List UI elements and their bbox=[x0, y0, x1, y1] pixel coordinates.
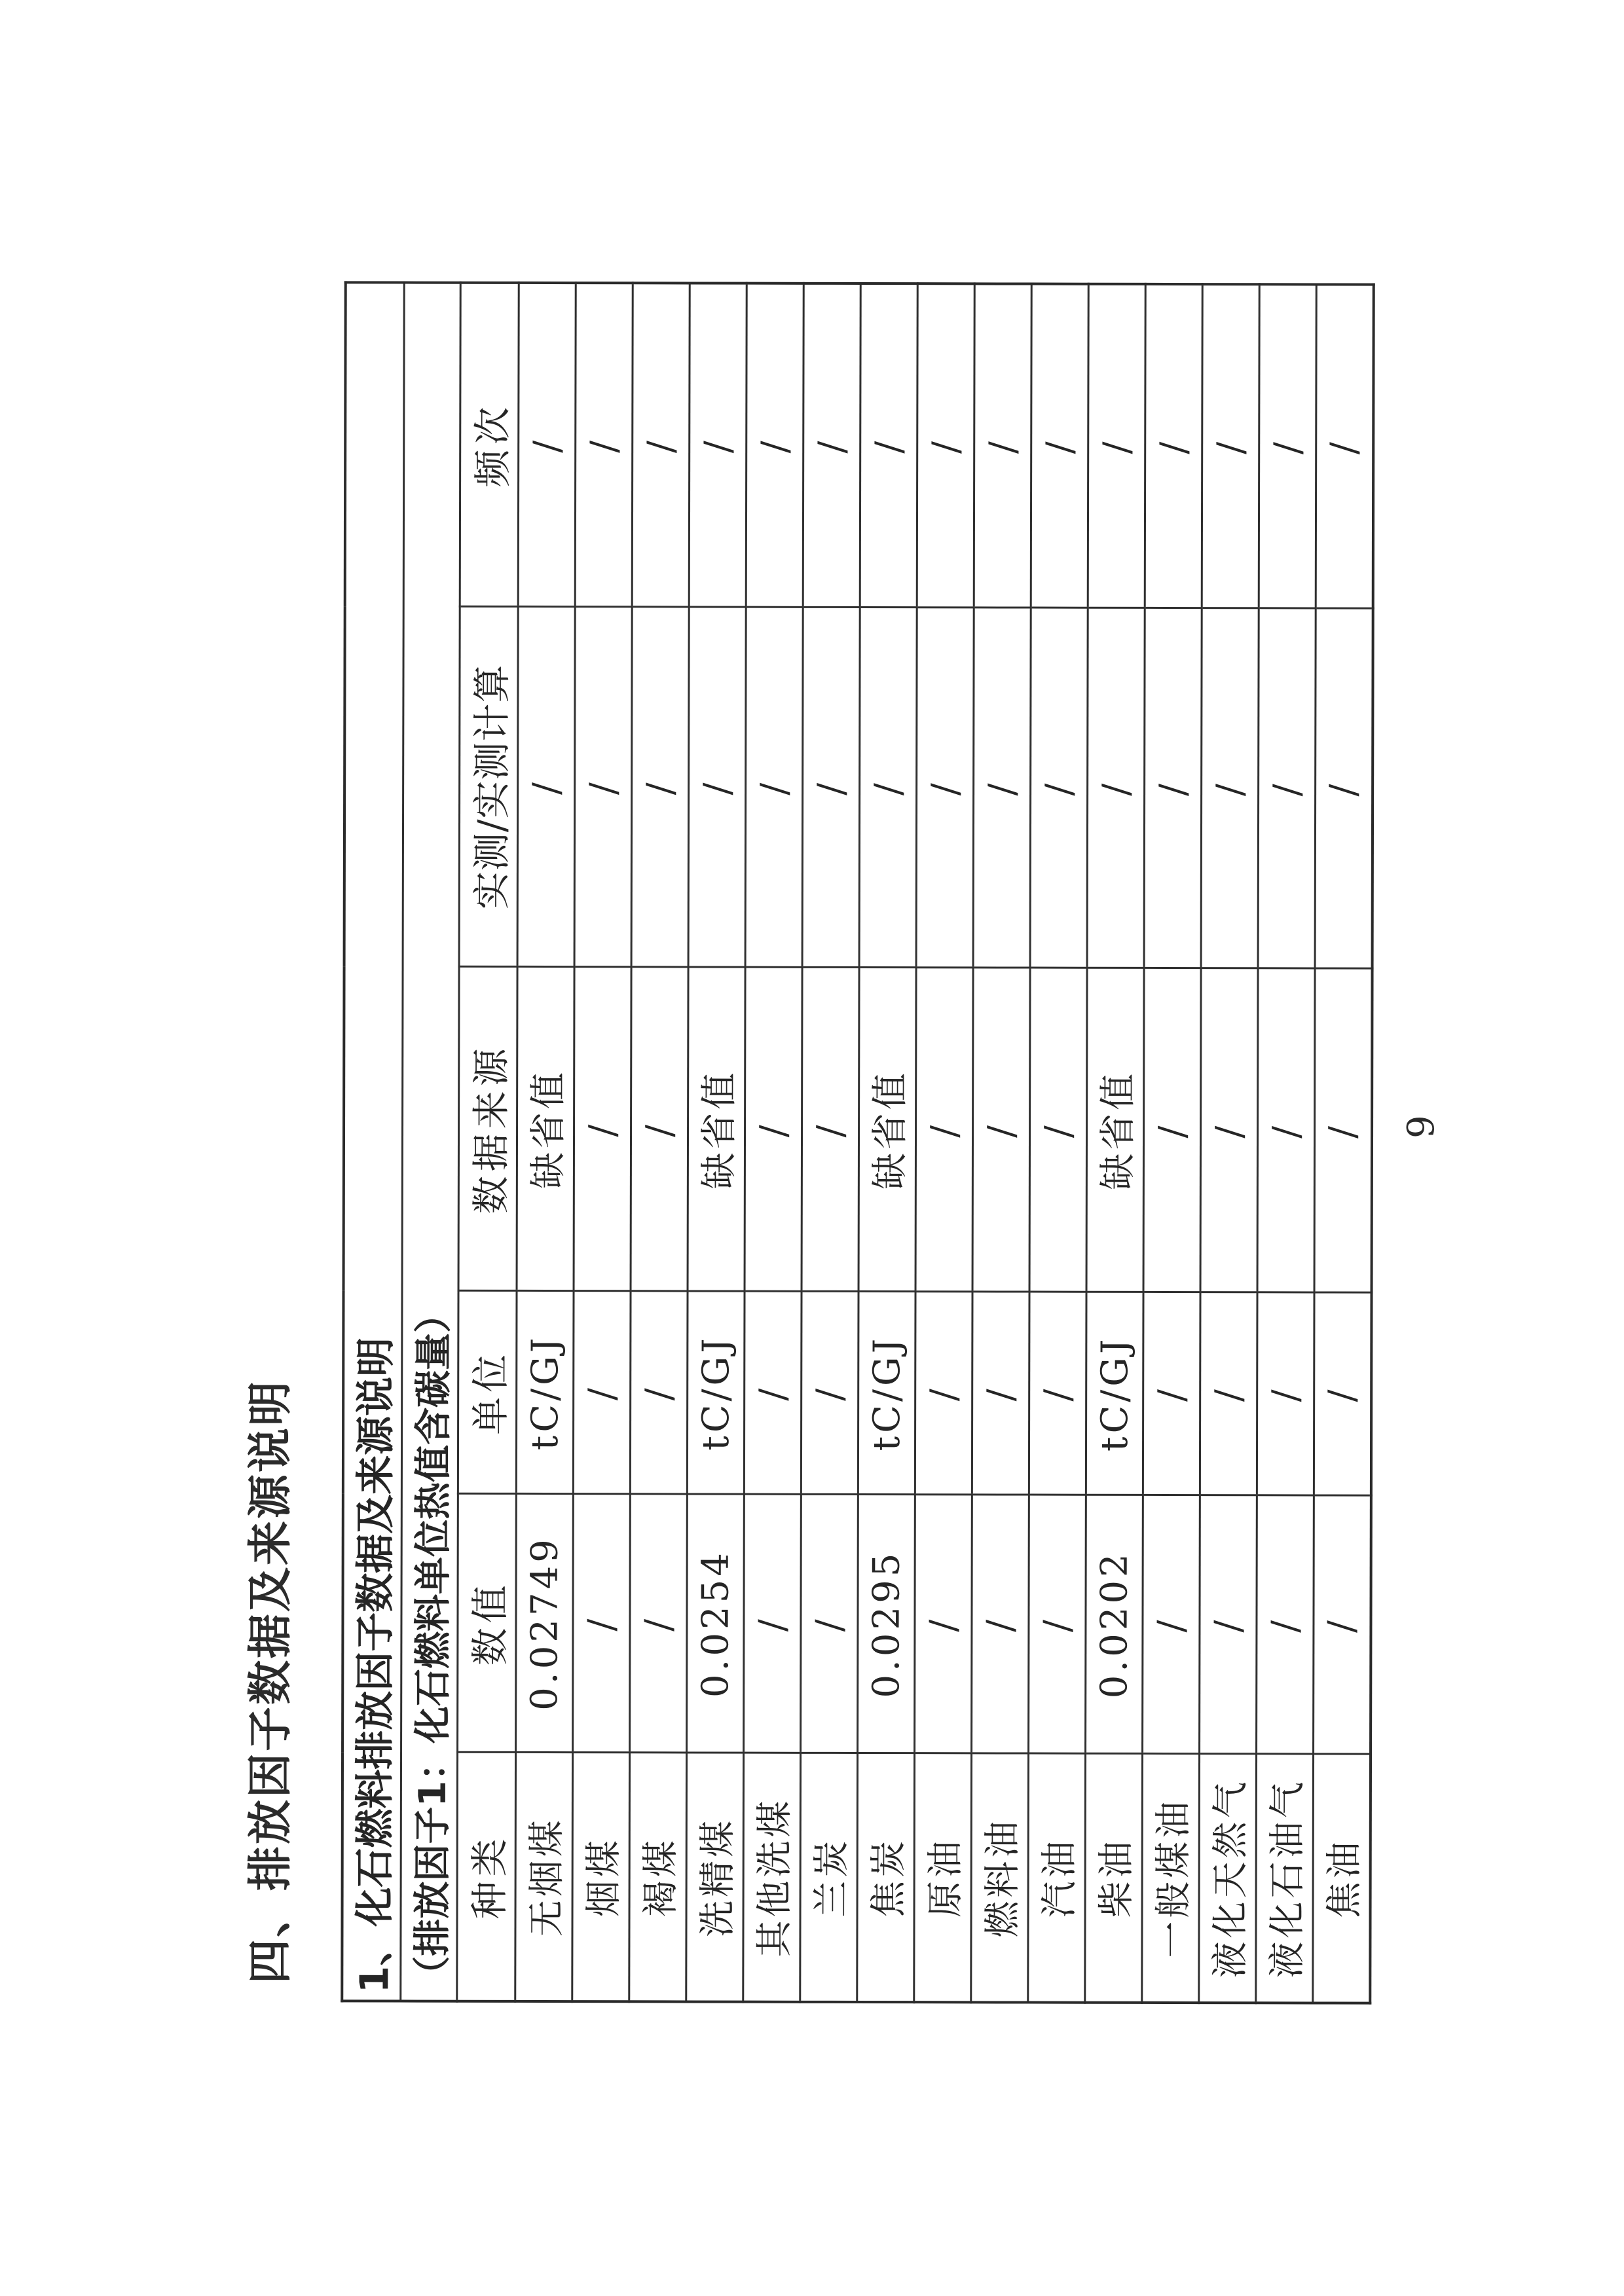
value-cell: 0.0295 bbox=[858, 1495, 915, 1753]
measured-cell: / bbox=[1315, 608, 1373, 968]
column-header-source: 数据来源 bbox=[458, 967, 517, 1291]
frequency-cell: / bbox=[1259, 284, 1316, 608]
table-row bbox=[1028, 283, 1088, 2002]
measured-cell: / bbox=[745, 608, 803, 968]
column-header-value: 数值 bbox=[458, 1494, 517, 1753]
fuel-name-cell: 焦炭 bbox=[857, 1753, 915, 2002]
unit-cell: tC/GJ bbox=[858, 1292, 915, 1495]
source-cell: / bbox=[972, 968, 1030, 1292]
table-row bbox=[914, 283, 974, 2002]
source-cell: / bbox=[1200, 968, 1258, 1292]
measured-cell: / bbox=[1087, 608, 1145, 968]
frequency-cell: / bbox=[1202, 284, 1259, 608]
unit-cell: / bbox=[573, 1291, 631, 1494]
value-cell: 0.02749 bbox=[516, 1494, 574, 1753]
table-row bbox=[800, 283, 860, 2002]
measured-cell: / bbox=[859, 608, 917, 968]
unit-cell: / bbox=[915, 1292, 972, 1495]
frequency-cell: / bbox=[1145, 284, 1202, 608]
fuel-name-cell: 洗精煤 bbox=[686, 1753, 744, 2001]
column-header-unit: 单位 bbox=[458, 1291, 517, 1494]
value-cell: / bbox=[1200, 1495, 1257, 1754]
page-number: 9 bbox=[1400, 1115, 1443, 1139]
measured-cell: / bbox=[1144, 608, 1202, 968]
frequency-cell: / bbox=[1088, 284, 1145, 608]
fuel-name-cell: 烟煤 bbox=[572, 1753, 630, 2001]
source-cell: / bbox=[745, 968, 802, 1292]
fuel-name-cell: 褐煤 bbox=[629, 1753, 687, 2001]
table-row bbox=[971, 283, 1031, 2002]
page-heading: 四、排放因子数据及来源说明 bbox=[245, 1379, 297, 1984]
unit-cell: tC/GJ bbox=[1086, 1292, 1143, 1495]
source-cell: / bbox=[1257, 968, 1315, 1292]
fuel-rows bbox=[515, 283, 1373, 2003]
frequency-cell: / bbox=[518, 283, 576, 607]
frequency-cell: / bbox=[575, 283, 633, 607]
fuel-name-cell: 柴油 bbox=[1085, 1754, 1143, 2003]
value-cell: / bbox=[972, 1495, 1029, 1753]
emission-factor-table bbox=[341, 281, 1375, 2004]
unit-cell: / bbox=[972, 1292, 1029, 1495]
value-cell: / bbox=[630, 1494, 688, 1753]
table-row bbox=[1256, 284, 1316, 2003]
frequency-cell: / bbox=[632, 283, 690, 607]
measured-cell: / bbox=[631, 607, 689, 967]
fuel-name-cell: 兰炭 bbox=[800, 1753, 858, 2002]
value-cell: / bbox=[573, 1494, 631, 1753]
section-title-row bbox=[342, 282, 404, 2001]
unit-cell: / bbox=[744, 1292, 802, 1495]
measured-cell: / bbox=[916, 608, 974, 968]
table-row bbox=[572, 283, 633, 2001]
frequency-cell: / bbox=[803, 283, 860, 608]
frequency-cell: / bbox=[1031, 283, 1088, 608]
fuel-name-cell: 液化石油气 bbox=[1256, 1754, 1314, 2003]
unit-cell: / bbox=[1200, 1292, 1257, 1495]
frequency-cell: / bbox=[1316, 284, 1373, 608]
section-subtitle-row bbox=[401, 282, 460, 2001]
table-row bbox=[1199, 284, 1259, 2003]
unit-cell: tC/GJ bbox=[516, 1291, 574, 1494]
section-subtitle: （排放因子1：化石燃料单位热值含碳量） bbox=[401, 282, 460, 2001]
fuel-name-cell: 一般煤油 bbox=[1142, 1754, 1200, 2003]
value-cell: 0.0254 bbox=[687, 1494, 745, 1753]
source-cell: 缺省值 bbox=[688, 967, 745, 1291]
measured-cell: / bbox=[688, 607, 746, 967]
fuel-name-cell: 燃料油 bbox=[971, 1753, 1029, 2002]
table-row bbox=[686, 283, 747, 2001]
source-cell: / bbox=[631, 967, 688, 1291]
value-cell: / bbox=[1029, 1495, 1086, 1754]
measured-cell: / bbox=[517, 607, 575, 967]
table-row bbox=[1142, 284, 1202, 2003]
fuel-name-cell: 无烟煤 bbox=[515, 1753, 573, 2001]
value-cell: 0.0202 bbox=[1086, 1495, 1143, 1754]
unit-cell: / bbox=[801, 1292, 858, 1495]
frequency-cell: / bbox=[746, 283, 803, 608]
column-header-measured: 实测/实测计算 bbox=[459, 607, 518, 967]
unit-cell: / bbox=[1143, 1292, 1200, 1495]
measured-cell: / bbox=[973, 608, 1031, 968]
unit-cell: / bbox=[1314, 1292, 1371, 1495]
fuel-name-cell: 焦油 bbox=[1313, 1754, 1371, 2003]
source-cell: / bbox=[915, 968, 973, 1292]
frequency-cell: / bbox=[917, 283, 974, 608]
fuel-name-cell: 原油 bbox=[914, 1753, 972, 2002]
section-title: 1、化石燃料排放因子数据及来源说明 bbox=[342, 282, 404, 2001]
value-cell: / bbox=[1257, 1495, 1314, 1754]
source-cell: / bbox=[802, 968, 859, 1292]
source-cell: 缺省值 bbox=[517, 967, 574, 1291]
table-row bbox=[515, 283, 576, 2001]
table-row bbox=[857, 283, 917, 2002]
column-header-frequency: 频次 bbox=[460, 283, 519, 607]
table-row bbox=[1085, 284, 1145, 2003]
value-cell: / bbox=[1143, 1495, 1200, 1754]
unit-cell: tC/GJ bbox=[687, 1291, 745, 1494]
unit-cell: / bbox=[630, 1291, 688, 1494]
table-row bbox=[629, 283, 690, 2001]
measured-cell: / bbox=[1030, 608, 1088, 968]
measured-cell: / bbox=[1258, 608, 1316, 968]
fuel-name-cell: 其他洗煤 bbox=[743, 1753, 801, 2002]
table-header-row bbox=[457, 283, 519, 2001]
measured-cell: / bbox=[802, 608, 860, 968]
source-cell: / bbox=[1143, 968, 1201, 1292]
frequency-cell: / bbox=[689, 283, 747, 607]
measured-cell: / bbox=[574, 607, 632, 967]
source-cell: / bbox=[1314, 968, 1372, 1292]
frequency-cell: / bbox=[860, 283, 917, 608]
table-row bbox=[1313, 284, 1373, 2003]
value-cell: / bbox=[1314, 1495, 1371, 1754]
measured-cell: / bbox=[1201, 608, 1259, 968]
unit-cell: / bbox=[1029, 1292, 1086, 1495]
frequency-cell: / bbox=[974, 283, 1031, 608]
value-cell: / bbox=[915, 1495, 972, 1753]
fuel-name-cell: 汽油 bbox=[1028, 1754, 1086, 2003]
table-row bbox=[743, 283, 803, 2002]
column-header-type: 种类 bbox=[457, 1753, 516, 2001]
value-cell: / bbox=[801, 1495, 858, 1753]
source-cell: 缺省值 bbox=[1086, 968, 1144, 1292]
source-cell: / bbox=[1029, 968, 1087, 1292]
value-cell: / bbox=[744, 1495, 802, 1753]
fuel-name-cell: 液化天然气 bbox=[1199, 1754, 1257, 2003]
unit-cell: / bbox=[1257, 1292, 1314, 1495]
source-cell: 缺省值 bbox=[858, 968, 916, 1292]
source-cell: / bbox=[574, 967, 631, 1291]
